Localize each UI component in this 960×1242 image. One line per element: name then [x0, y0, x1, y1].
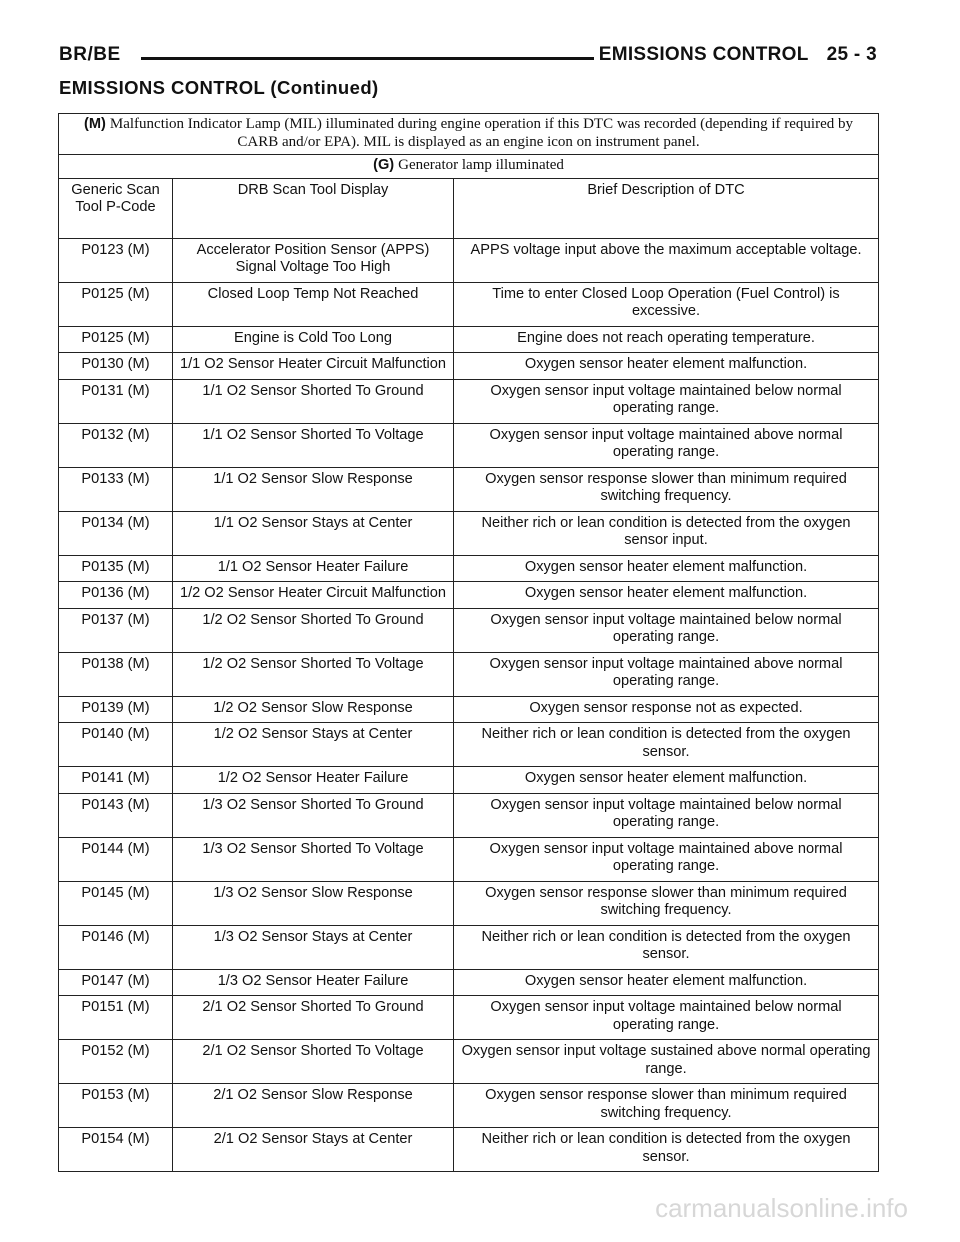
- generator-note: [59, 155, 879, 179]
- mil-note: [59, 114, 879, 155]
- description-cell: Neither rich or lean condition is detected from the oxygen sensor.: [454, 1128, 879, 1172]
- drb-display-cell: 1/2 O2 Sensor Stays at Center: [173, 723, 454, 767]
- column-header-row: [59, 178, 879, 238]
- description-cell: Oxygen sensor response slower than minimum required switching frequency.: [454, 1084, 879, 1128]
- description-cell: Oxygen sensor input voltage maintained below normal operating range.: [454, 379, 879, 423]
- description-cell: Oxygen sensor input voltage maintained above normal operating range.: [454, 652, 879, 696]
- drb-display-cell: 2/1 O2 Sensor Shorted To Ground: [173, 996, 454, 1040]
- table-row: [59, 467, 879, 511]
- description-cell: Oxygen sensor heater element malfunction.: [454, 555, 879, 582]
- dtc-code-cell: P0144 (M): [59, 837, 173, 881]
- dtc-code-cell: P0151 (M): [59, 996, 173, 1040]
- drb-display-cell: 1/3 O2 Sensor Slow Response: [173, 881, 454, 925]
- dtc-code-cell: P0134 (M): [59, 511, 173, 555]
- dtc-code-cell: P0132 (M): [59, 423, 173, 467]
- table-row: [59, 881, 879, 925]
- dtc-code-cell: P0131 (M): [59, 379, 173, 423]
- description-cell: Oxygen sensor input voltage maintained above normal operating range.: [454, 837, 879, 881]
- table-row: [59, 767, 879, 794]
- table-row: [59, 1128, 879, 1172]
- header-rule: [141, 57, 594, 60]
- description-cell: Neither rich or lean condition is detected from the oxygen sensor.: [454, 925, 879, 969]
- column-header-description: Brief Description of DTC: [454, 178, 879, 238]
- description-cell: Neither rich or lean condition is detected from the oxygen sensor input.: [454, 511, 879, 555]
- description-cell: Oxygen sensor heater element malfunction.: [454, 969, 879, 996]
- description-cell: Oxygen sensor response slower than minimum required switching frequency.: [454, 467, 879, 511]
- table-row: [59, 353, 879, 380]
- header-right: [599, 44, 877, 66]
- description-cell: Oxygen sensor heater element malfunction.: [454, 353, 879, 380]
- description-cell: Time to enter Closed Loop Operation (Fuel Control) is excessive.: [454, 282, 879, 326]
- generator-note-text: Generator lamp illuminated: [398, 157, 564, 173]
- dtc-code-cell: P0137 (M): [59, 608, 173, 652]
- dtc-code-cell: P0125 (M): [59, 282, 173, 326]
- mil-note-text: Malfunction Indicator Lamp (MIL) illuminated during engine operation if this DTC was recorded (depending if required by CARB and/or EPA). MIL is displayed as an engine icon on instrument panel.: [109, 116, 854, 150]
- description-cell: Oxygen sensor response not as expected.: [454, 696, 879, 723]
- description-cell: Oxygen sensor heater element malfunction.: [454, 767, 879, 794]
- dtc-table-body: [59, 114, 879, 1172]
- description-cell: Oxygen sensor input voltage maintained below normal operating range.: [454, 996, 879, 1040]
- drb-display-cell: 2/1 O2 Sensor Shorted To Voltage: [173, 1040, 454, 1084]
- drb-display-cell: 1/2 O2 Sensor Slow Response: [173, 696, 454, 723]
- dtc-code-cell: P0123 (M): [59, 238, 173, 282]
- drb-display-cell: 1/3 O2 Sensor Stays at Center: [173, 925, 454, 969]
- table-row: [59, 1040, 879, 1084]
- table-row: [59, 793, 879, 837]
- dtc-code-cell: P0143 (M): [59, 793, 173, 837]
- table-row: [59, 379, 879, 423]
- drb-display-cell: 1/1 O2 Sensor Shorted To Ground: [173, 379, 454, 423]
- table-row: [59, 1084, 879, 1128]
- drb-display-cell: 1/3 O2 Sensor Heater Failure: [173, 969, 454, 996]
- dtc-code-cell: P0130 (M): [59, 353, 173, 380]
- drb-display-cell: 1/2 O2 Sensor Heater Circuit Malfunction: [173, 582, 454, 609]
- table-row: [59, 282, 879, 326]
- drb-display-cell: 2/1 O2 Sensor Slow Response: [173, 1084, 454, 1128]
- dtc-code-cell: P0138 (M): [59, 652, 173, 696]
- dtc-code-cell: P0146 (M): [59, 925, 173, 969]
- description-cell: Neither rich or lean condition is detected from the oxygen sensor.: [454, 723, 879, 767]
- drb-display-cell: 1/2 O2 Sensor Heater Failure: [173, 767, 454, 794]
- dtc-code-cell: P0133 (M): [59, 467, 173, 511]
- table-row: [59, 969, 879, 996]
- page-header: [59, 44, 877, 70]
- dtc-code-cell: P0125 (M): [59, 326, 173, 353]
- generator-note-row: [59, 155, 879, 179]
- table-row: [59, 238, 879, 282]
- table-row: [59, 608, 879, 652]
- drb-display-cell: 1/1 O2 Sensor Slow Response: [173, 467, 454, 511]
- drb-display-cell: 1/1 O2 Sensor Heater Failure: [173, 555, 454, 582]
- table-row: [59, 925, 879, 969]
- table-row: [59, 555, 879, 582]
- drb-display-cell: 1/3 O2 Sensor Shorted To Voltage: [173, 837, 454, 881]
- section-title: EMISSIONS CONTROL: [598, 44, 809, 65]
- table-row: [59, 723, 879, 767]
- continued-title: EMISSIONS CONTROL (Continued): [59, 77, 379, 98]
- dtc-code-cell: P0154 (M): [59, 1128, 173, 1172]
- manual-code: BR/BE: [59, 44, 121, 65]
- dtc-code-cell: P0135 (M): [59, 555, 173, 582]
- drb-display-cell: 1/3 O2 Sensor Shorted To Ground: [173, 793, 454, 837]
- drb-display-cell: Accelerator Position Sensor (APPS) Signal Voltage Too High: [173, 238, 454, 282]
- page-number: 25 - 3: [826, 44, 877, 65]
- drb-display-cell: Engine is Cold Too Long: [173, 326, 454, 353]
- dtc-code-cell: P0136 (M): [59, 582, 173, 609]
- description-cell: Oxygen sensor input voltage maintained below normal operating range.: [454, 793, 879, 837]
- drb-display-cell: 1/1 O2 Sensor Shorted To Voltage: [173, 423, 454, 467]
- table-row: [59, 423, 879, 467]
- table-row: [59, 511, 879, 555]
- table-row: [59, 582, 879, 609]
- dtc-code-cell: P0152 (M): [59, 1040, 173, 1084]
- description-cell: Oxygen sensor input voltage maintained above normal operating range.: [454, 423, 879, 467]
- table-row: [59, 837, 879, 881]
- drb-display-cell: 1/1 O2 Sensor Heater Circuit Malfunction: [173, 353, 454, 380]
- drb-display-cell: 1/2 O2 Sensor Shorted To Voltage: [173, 652, 454, 696]
- table-row: [59, 652, 879, 696]
- table-row: [59, 996, 879, 1040]
- description-cell: Oxygen sensor input voltage maintained below normal operating range.: [454, 608, 879, 652]
- mil-note-row: [59, 114, 879, 155]
- dtc-code-cell: P0139 (M): [59, 696, 173, 723]
- description-cell: APPS voltage input above the maximum acceptable voltage.: [454, 238, 879, 282]
- drb-display-cell: 1/2 O2 Sensor Shorted To Ground: [173, 608, 454, 652]
- generator-tag: (G): [373, 157, 395, 173]
- drb-display-cell: Closed Loop Temp Not Reached: [173, 282, 454, 326]
- dtc-code-cell: P0147 (M): [59, 969, 173, 996]
- dtc-code-cell: P0145 (M): [59, 881, 173, 925]
- table-row: [59, 696, 879, 723]
- watermark: carmanualsonline.info: [655, 1193, 908, 1223]
- description-cell: Oxygen sensor heater element malfunction.: [454, 582, 879, 609]
- drb-display-cell: 2/1 O2 Sensor Stays at Center: [173, 1128, 454, 1172]
- column-header-code: Generic Scan Tool P-Code: [59, 178, 173, 238]
- description-cell: Oxygen sensor input voltage sustained above normal operating range.: [454, 1040, 879, 1084]
- column-header-display: DRB Scan Tool Display: [173, 178, 454, 238]
- dtc-code-cell: P0141 (M): [59, 767, 173, 794]
- dtc-code-cell: P0153 (M): [59, 1084, 173, 1128]
- table-row: [59, 326, 879, 353]
- description-cell: Engine does not reach operating temperature.: [454, 326, 879, 353]
- dtc-code-cell: P0140 (M): [59, 723, 173, 767]
- description-cell: Oxygen sensor response slower than minimum required switching frequency.: [454, 881, 879, 925]
- mil-tag: (M): [84, 116, 106, 132]
- drb-display-cell: 1/1 O2 Sensor Stays at Center: [173, 511, 454, 555]
- dtc-table: [58, 113, 879, 1172]
